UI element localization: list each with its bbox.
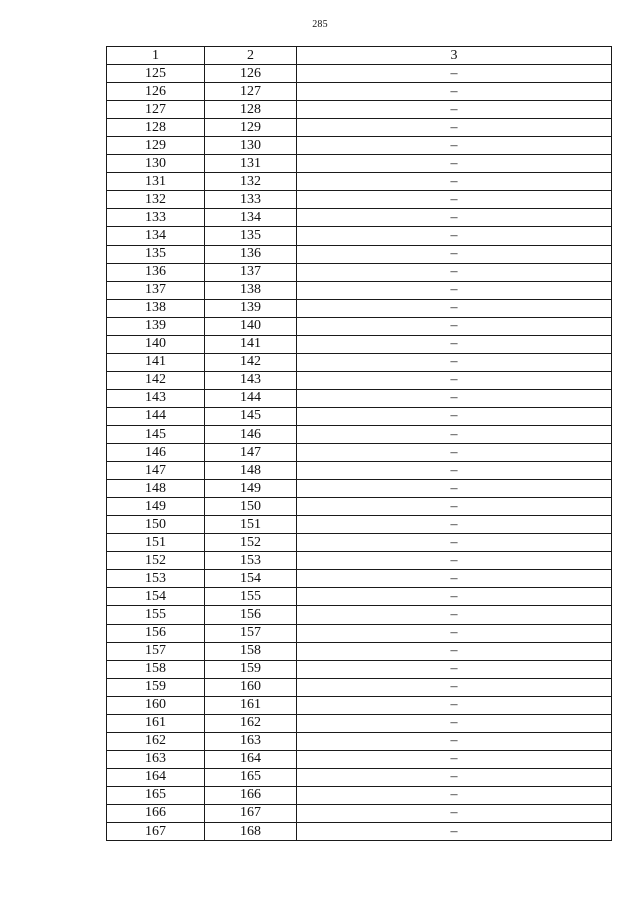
cell-col-2: 149 <box>205 480 297 498</box>
cell-col-2: 131 <box>205 155 297 173</box>
cell-col-2: 162 <box>205 714 297 732</box>
table-row <box>107 389 612 407</box>
cell-col-1: 143 <box>107 389 205 407</box>
table-row <box>107 570 612 588</box>
cell-col-1: 136 <box>107 263 205 281</box>
cell-col-3: – <box>297 263 612 281</box>
cell-col-1: 133 <box>107 209 205 227</box>
cell-col-3: – <box>297 768 612 786</box>
table-row <box>107 245 612 263</box>
cell-col-2: 127 <box>205 83 297 101</box>
cell-col-3: – <box>297 137 612 155</box>
table-row <box>107 65 612 83</box>
data-table <box>106 46 612 841</box>
table-row <box>107 534 612 552</box>
cell-col-3: – <box>297 389 612 407</box>
table-row <box>107 173 612 191</box>
cell-col-2: 146 <box>205 425 297 443</box>
table-row <box>107 407 612 425</box>
table-row <box>107 750 612 768</box>
cell-col-3: – <box>297 299 612 317</box>
table-row <box>107 83 612 101</box>
cell-col-1: 157 <box>107 642 205 660</box>
table-row <box>107 588 612 606</box>
cell-col-2: 144 <box>205 389 297 407</box>
cell-col-2: 159 <box>205 660 297 678</box>
cell-col-1: 130 <box>107 155 205 173</box>
table-row <box>107 119 612 137</box>
cell-col-1: 153 <box>107 570 205 588</box>
table-row <box>107 480 612 498</box>
cell-col-1: 131 <box>107 173 205 191</box>
cell-col-2: 165 <box>205 768 297 786</box>
cell-col-2: 168 <box>205 823 297 841</box>
table-row <box>107 425 612 443</box>
cell-col-3: – <box>297 191 612 209</box>
cell-col-3: – <box>297 732 612 750</box>
cell-col-1: 166 <box>107 804 205 822</box>
cell-col-1: 158 <box>107 660 205 678</box>
table-row <box>107 317 612 335</box>
cell-col-2: 156 <box>205 606 297 624</box>
table-row <box>107 804 612 822</box>
page-number: 285 <box>312 19 328 30</box>
cell-col-3: – <box>297 462 612 480</box>
cell-col-3: – <box>297 552 612 570</box>
cell-col-3: – <box>297 227 612 245</box>
cell-col-1: 132 <box>107 191 205 209</box>
cell-col-1: 145 <box>107 425 205 443</box>
cell-col-3: – <box>297 786 612 804</box>
cell-col-2: 145 <box>205 407 297 425</box>
table-row <box>107 299 612 317</box>
table-row <box>107 642 612 660</box>
cell-col-2: 137 <box>205 263 297 281</box>
cell-col-1: 128 <box>107 119 205 137</box>
cell-col-2: 153 <box>205 552 297 570</box>
cell-col-2: 136 <box>205 245 297 263</box>
cell-col-3: – <box>297 534 612 552</box>
cell-col-2: 141 <box>205 335 297 353</box>
cell-col-2: 163 <box>205 732 297 750</box>
cell-col-1: 164 <box>107 768 205 786</box>
cell-col-3: – <box>297 281 612 299</box>
cell-col-1: 139 <box>107 317 205 335</box>
cell-col-2: 151 <box>205 516 297 534</box>
table-row <box>107 823 612 841</box>
table-row <box>107 209 612 227</box>
table-row <box>107 552 612 570</box>
cell-col-1: 151 <box>107 534 205 552</box>
cell-col-2: 155 <box>205 588 297 606</box>
table-row <box>107 371 612 389</box>
cell-col-2: 166 <box>205 786 297 804</box>
cell-col-3: – <box>297 678 612 696</box>
cell-col-1: 155 <box>107 606 205 624</box>
cell-col-2: 161 <box>205 696 297 714</box>
table-row <box>107 786 612 804</box>
cell-col-2: 164 <box>205 750 297 768</box>
cell-col-1: 129 <box>107 137 205 155</box>
cell-col-3: – <box>297 570 612 588</box>
cell-col-3: – <box>297 516 612 534</box>
cell-col-1: 137 <box>107 281 205 299</box>
cell-col-2: 148 <box>205 462 297 480</box>
table-row <box>107 137 612 155</box>
table-row <box>107 696 612 714</box>
cell-col-3: – <box>297 101 612 119</box>
column-header-2: 2 <box>205 47 297 65</box>
table-row <box>107 606 612 624</box>
cell-col-3: – <box>297 407 612 425</box>
cell-col-2: 138 <box>205 281 297 299</box>
table-row <box>107 353 612 371</box>
column-header-3: 3 <box>297 47 612 65</box>
table-row <box>107 498 612 516</box>
cell-col-3: – <box>297 371 612 389</box>
cell-col-1: 135 <box>107 245 205 263</box>
cell-col-2: 152 <box>205 534 297 552</box>
table-row <box>107 101 612 119</box>
cell-col-3: – <box>297 335 612 353</box>
cell-col-2: 143 <box>205 371 297 389</box>
cell-col-2: 150 <box>205 498 297 516</box>
cell-col-3: – <box>297 173 612 191</box>
cell-col-3: – <box>297 65 612 83</box>
cell-col-1: 161 <box>107 714 205 732</box>
table-row <box>107 281 612 299</box>
cell-col-2: 158 <box>205 642 297 660</box>
table-body <box>107 65 612 841</box>
cell-col-1: 165 <box>107 786 205 804</box>
cell-col-3: – <box>297 209 612 227</box>
cell-col-1: 147 <box>107 462 205 480</box>
cell-col-1: 144 <box>107 407 205 425</box>
cell-col-3: – <box>297 696 612 714</box>
cell-col-2: 160 <box>205 678 297 696</box>
cell-col-1: 152 <box>107 552 205 570</box>
cell-col-2: 157 <box>205 624 297 642</box>
cell-col-3: – <box>297 642 612 660</box>
cell-col-2: 126 <box>205 65 297 83</box>
cell-col-1: 142 <box>107 371 205 389</box>
cell-col-3: – <box>297 804 612 822</box>
table-row <box>107 462 612 480</box>
cell-col-2: 167 <box>205 804 297 822</box>
cell-col-3: – <box>297 498 612 516</box>
cell-col-1: 134 <box>107 227 205 245</box>
cell-col-3: – <box>297 155 612 173</box>
table-header <box>107 47 612 65</box>
cell-col-1: 149 <box>107 498 205 516</box>
table-row <box>107 191 612 209</box>
cell-col-1: 160 <box>107 696 205 714</box>
table-row <box>107 678 612 696</box>
cell-col-2: 135 <box>205 227 297 245</box>
cell-col-1: 127 <box>107 101 205 119</box>
cell-col-3: – <box>297 714 612 732</box>
cell-col-3: – <box>297 317 612 335</box>
cell-col-3: – <box>297 624 612 642</box>
cell-col-2: 128 <box>205 101 297 119</box>
table-row <box>107 624 612 642</box>
cell-col-1: 140 <box>107 335 205 353</box>
cell-col-1: 163 <box>107 750 205 768</box>
cell-col-3: – <box>297 119 612 137</box>
cell-col-1: 138 <box>107 299 205 317</box>
cell-col-2: 133 <box>205 191 297 209</box>
cell-col-2: 134 <box>205 209 297 227</box>
header-row <box>107 47 612 65</box>
cell-col-2: 139 <box>205 299 297 317</box>
table-row <box>107 516 612 534</box>
cell-col-2: 147 <box>205 444 297 462</box>
table-row <box>107 714 612 732</box>
cell-col-3: – <box>297 245 612 263</box>
cell-col-1: 126 <box>107 83 205 101</box>
cell-col-3: – <box>297 480 612 498</box>
cell-col-3: – <box>297 750 612 768</box>
table-row <box>107 155 612 173</box>
cell-col-3: – <box>297 823 612 841</box>
cell-col-1: 125 <box>107 65 205 83</box>
cell-col-1: 154 <box>107 588 205 606</box>
cell-col-1: 156 <box>107 624 205 642</box>
cell-col-2: 129 <box>205 119 297 137</box>
cell-col-1: 167 <box>107 823 205 841</box>
cell-col-1: 148 <box>107 480 205 498</box>
table-row <box>107 732 612 750</box>
column-header-1: 1 <box>107 47 205 65</box>
table-row <box>107 263 612 281</box>
cell-col-2: 154 <box>205 570 297 588</box>
cell-col-1: 141 <box>107 353 205 371</box>
table-row <box>107 768 612 786</box>
cell-col-3: – <box>297 83 612 101</box>
cell-col-1: 146 <box>107 444 205 462</box>
table-row <box>107 227 612 245</box>
cell-col-3: – <box>297 606 612 624</box>
cell-col-3: – <box>297 588 612 606</box>
table-row <box>107 444 612 462</box>
cell-col-3: – <box>297 353 612 371</box>
cell-col-2: 142 <box>205 353 297 371</box>
cell-col-2: 130 <box>205 137 297 155</box>
table-row <box>107 660 612 678</box>
cell-col-3: – <box>297 660 612 678</box>
table-row <box>107 335 612 353</box>
cell-col-1: 159 <box>107 678 205 696</box>
cell-col-2: 132 <box>205 173 297 191</box>
cell-col-1: 150 <box>107 516 205 534</box>
cell-col-3: – <box>297 425 612 443</box>
cell-col-1: 162 <box>107 732 205 750</box>
cell-col-2: 140 <box>205 317 297 335</box>
cell-col-3: – <box>297 444 612 462</box>
